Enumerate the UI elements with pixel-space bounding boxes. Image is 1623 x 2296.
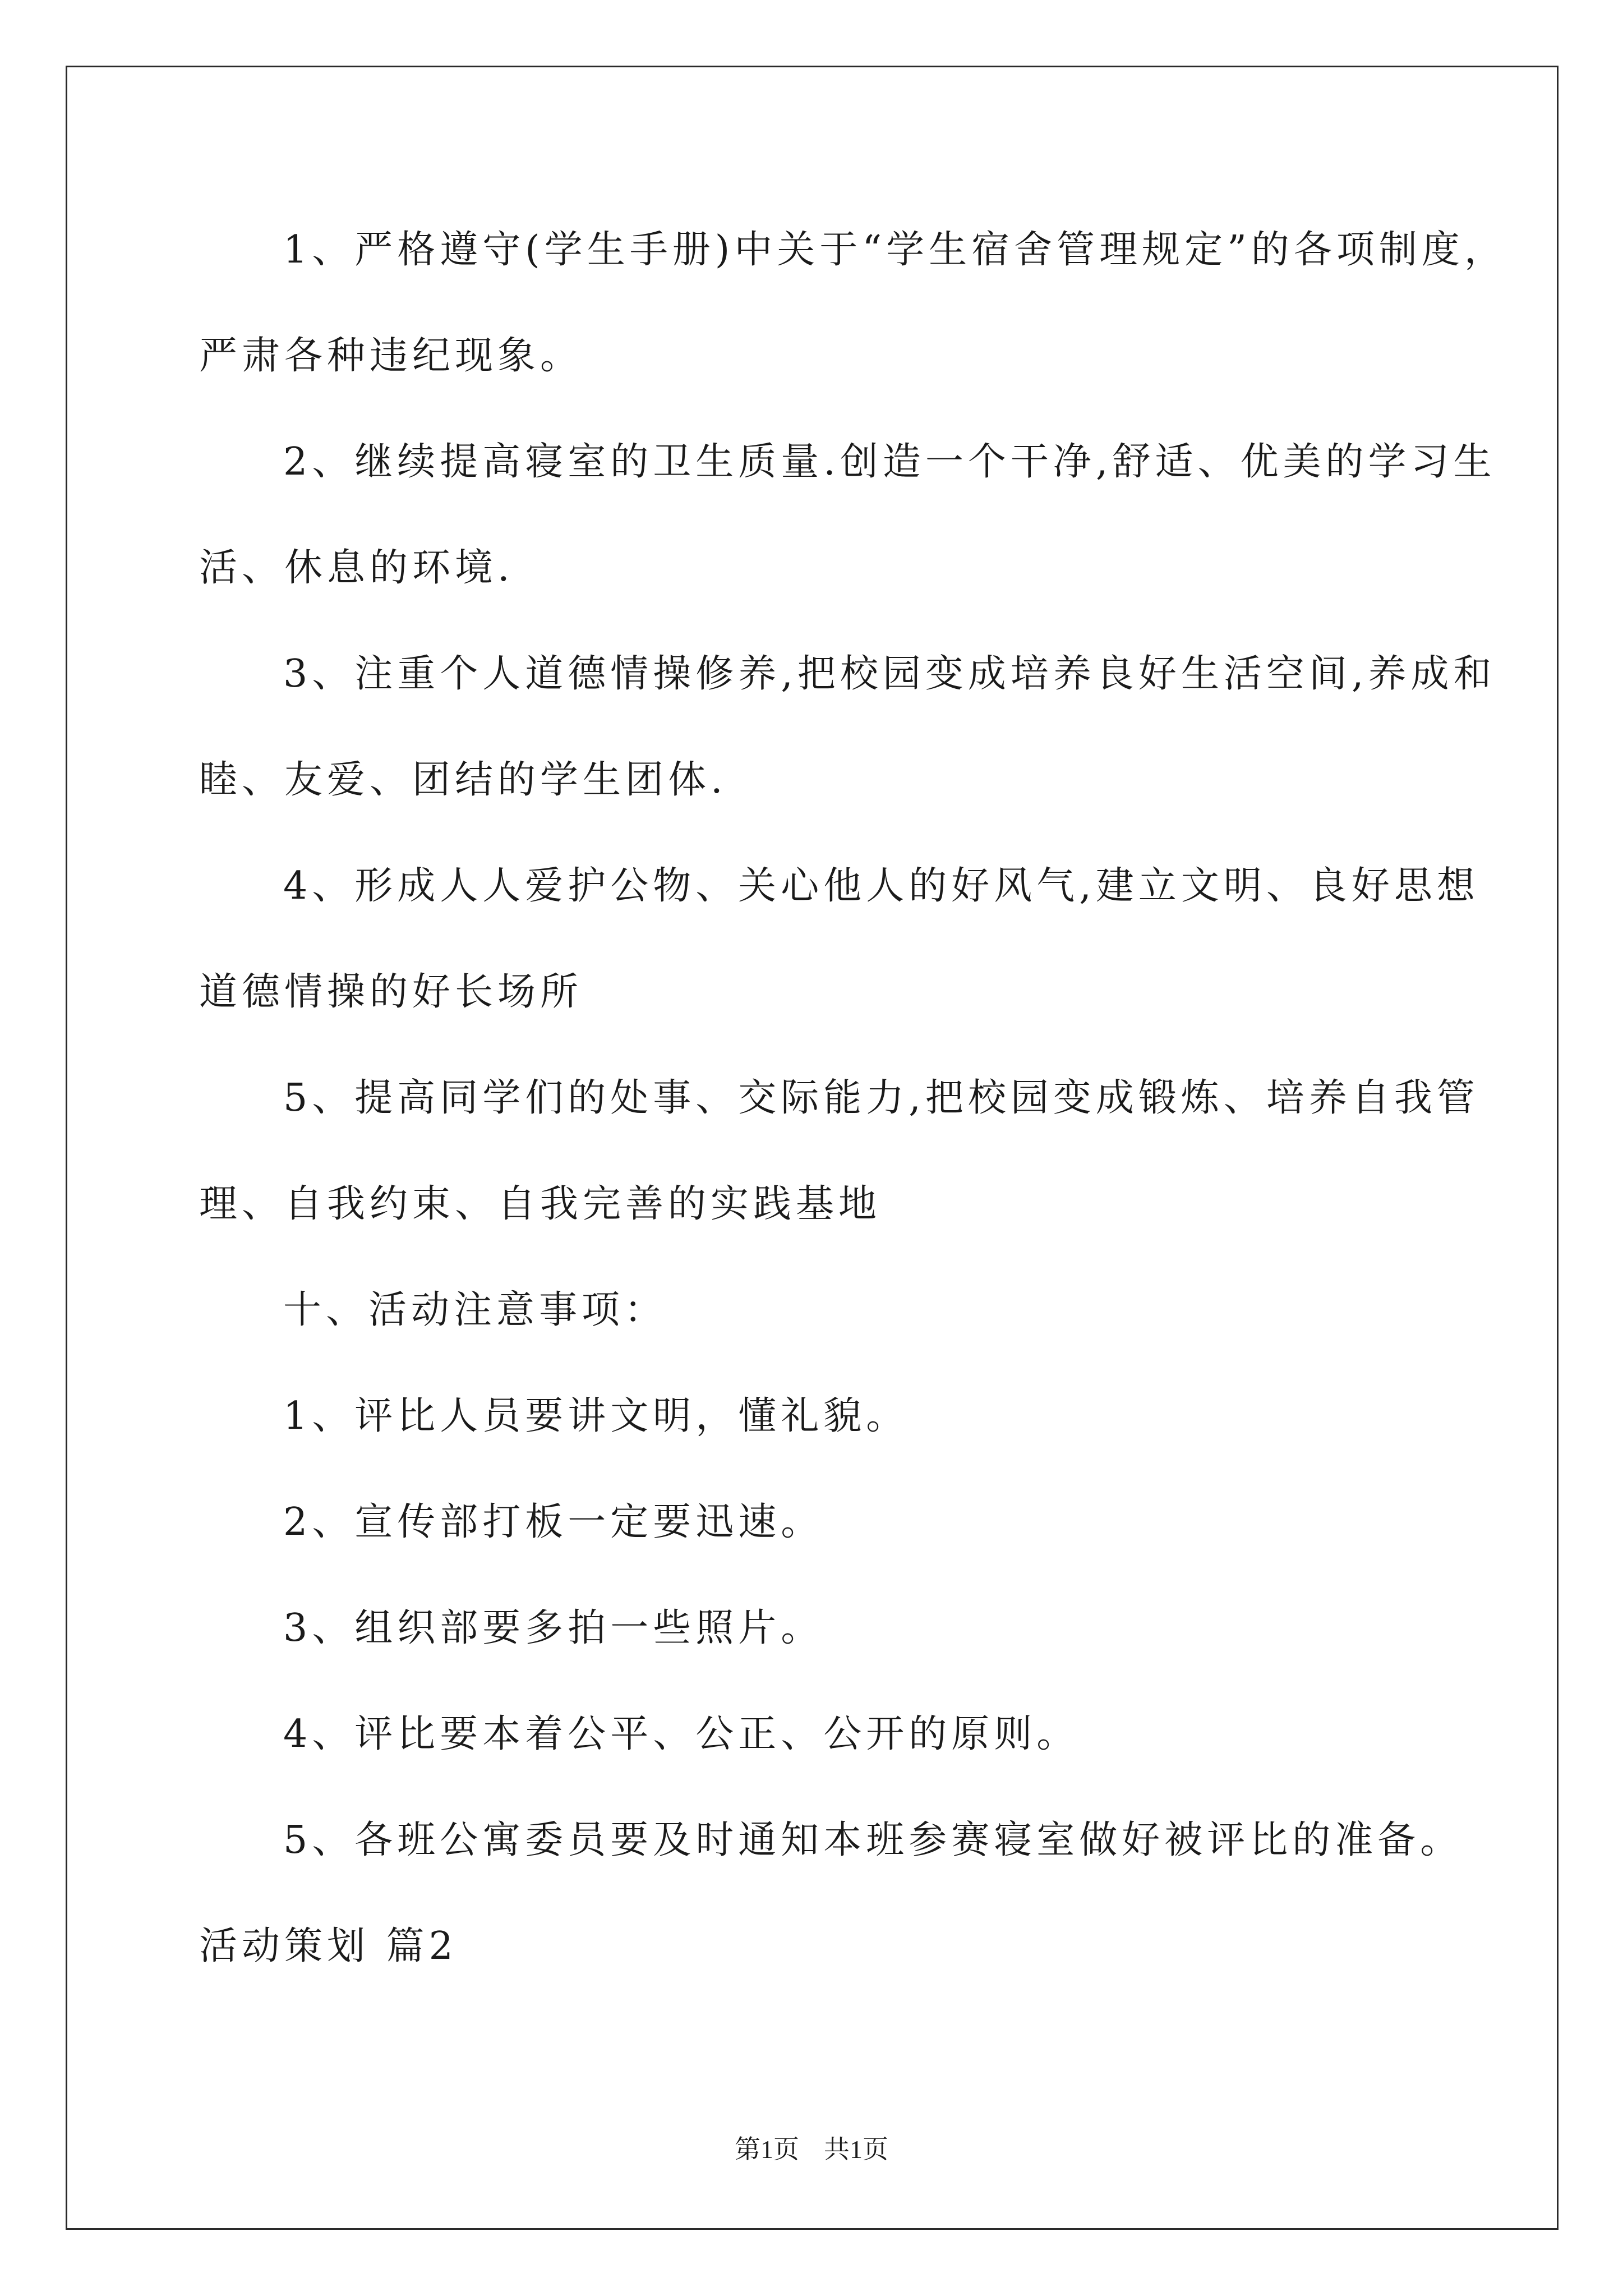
paragraph-line: 2、继续提高寝室的卫生质量.创造一个干净,舒适、优美的学习生 xyxy=(283,440,1496,484)
note-item: 5、各班公寓委员要及时通知本班参赛寝室做好被评比的准备。 xyxy=(283,1818,1463,1862)
note-item: 4、评比要本着公平、公正、公开的原则。 xyxy=(283,1712,1080,1756)
paragraph-line: 活、休息的环境. xyxy=(199,546,514,590)
page-border xyxy=(66,66,1559,2230)
paragraph-line: 3、注重个人道德情操修养,把校园变成培养良好生活空间,养成和 xyxy=(283,652,1496,696)
paragraph-line: 道德情操的好长场所 xyxy=(199,970,583,1014)
paragraph-line: 睦、友爱、团结的学生团体. xyxy=(199,758,727,802)
paragraph-line: 严肃各种违纪现象。 xyxy=(199,334,583,378)
paragraph-line: 1、严格遵守(学生手册)中关于“学生宿舍管理规定”的各项制度， xyxy=(283,228,1507,272)
note-item: 2、宣传部打板一定要迅速。 xyxy=(283,1500,824,1544)
paragraph-line: 理、自我约束、自我完善的实践基地 xyxy=(199,1182,882,1226)
next-section-title: 活动策划 篇2 xyxy=(199,1924,458,1968)
note-item: 3、组织部要多拍一些照片。 xyxy=(283,1606,824,1650)
page-total: 共1页 xyxy=(824,2135,888,2164)
paragraph-line: 5、提高同学们的处事、交际能力,把校园变成锻炼、培养自我管 xyxy=(283,1076,1479,1120)
page-number: 第1页 xyxy=(735,2135,799,2164)
paragraph-line: 4、形成人人爱护公物、关心他人的好风气,建立文明、良好思想 xyxy=(283,864,1479,908)
page-footer xyxy=(0,2129,1623,2166)
section-heading: 十、活动注意事项： xyxy=(283,1288,667,1332)
note-item: 1、评比人员要讲文明，懂礼貌。 xyxy=(283,1394,909,1438)
